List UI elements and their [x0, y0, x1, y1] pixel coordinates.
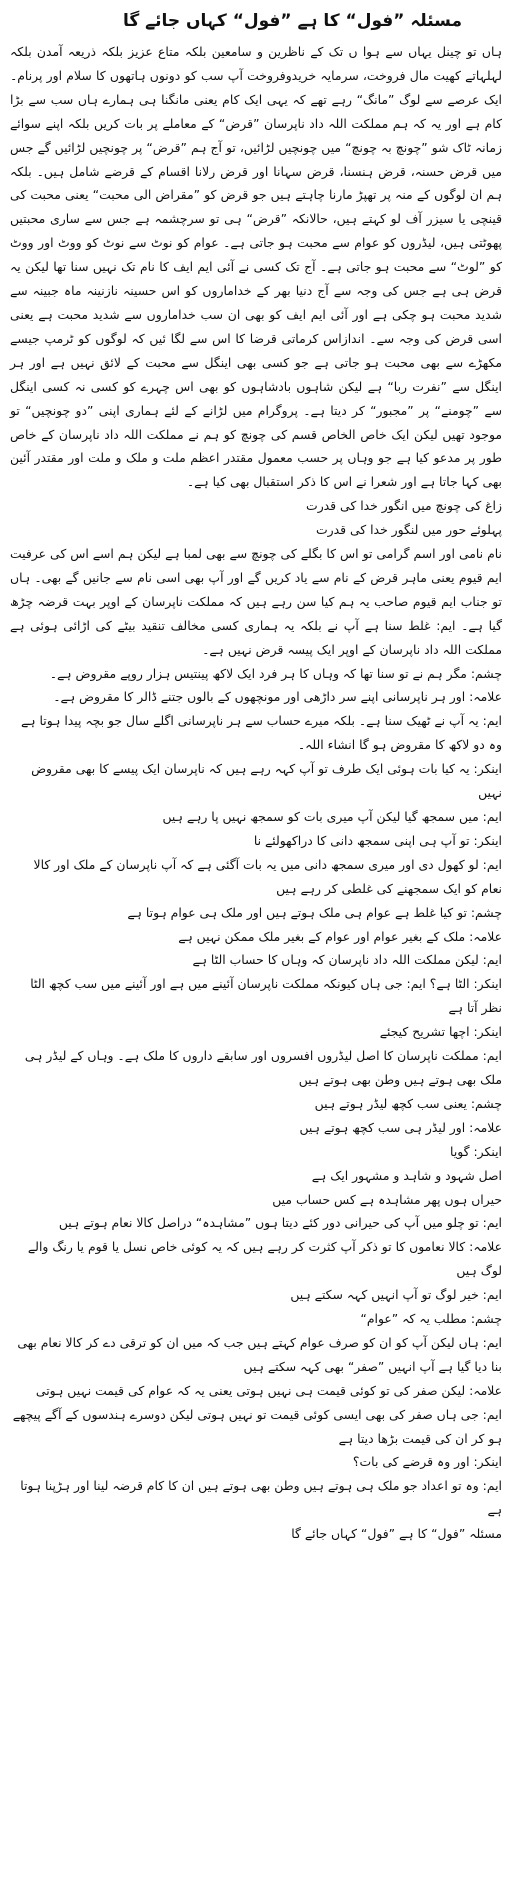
guest-paragraph: نام نامی اور اسم گرامی تو اس کا بگلے کی چونچ سے بھی لمبا ہے لیکن ہم اسے اس کی عرفیت ایم قیوم یعنی ماہر قرض کے نام سے یاد کریں گے اور آپ بھی اسی نام سے جانیں گے بھی۔ ہاں تو جناب ایم قیوم صاحب یہ ہم کیا سن رہے ہیں کہ مملکت ناپرسان کے اوپر بہت قرضہ چڑھ گیا ہے۔ ایم: غلط سنا ہے آپ نے بلکہ یہ ہماری کسی مخالف تنقید بیٹے کی اڑائی ہوئی ہے مملکت اللہ داد ناپرسان کے اوپر ایک پیسہ قرض نہیں ہے۔ — [10, 546, 502, 657]
article-title: مسئلہ ”فول“ کا ہے ”فول“ کہاں جائے گا — [122, 11, 462, 31]
dialogue-line: ایم: یہ آپ نے ٹھیک سنا ہے۔ بلکہ میرے حساب سے ہر ناپرسانی اگلے سال جو بچہ پیدا ہوتا ہے وہ دو لاکھ کا مقروض ہو گا انشاء اللہ۔ — [21, 713, 502, 753]
closing-line: مسئلہ ”فول“ کا ہے ”فول“ کہاں جائے گا — [291, 1526, 502, 1542]
dialogue-line: ایم: جی ہاں صفر کی بھی ایسی کوئی قیمت تو نہیں ہوتی لیکن دوسرے ہندسوں کے آگے پیچھے ہو کر ان کی قیمت بڑھا دیتا ہے — [12, 1406, 502, 1446]
verse-line: زاغ کی چونچ میں انگور خدا کی قدرت — [306, 498, 502, 514]
dialogue-line: ایم: ہاں لیکن آپ کو ان کو صرف عوام کہتے ہیں جب کہ میں ان کو ترقی دے کر کالا نعام بھی بنا دیا گیا ہے آپ انہیں ”صفر“ بھی کہہ سکتے ہیں — [17, 1334, 502, 1374]
dialogue-line: چشم: مطلب یہ کہ ”عوام“ — [360, 1311, 502, 1327]
dialogue-line: حیراں ہوں پھر مشاہدہ ہے کس حساب میں — [272, 1191, 502, 1207]
dialogue-line: چشم: تو کیا غلط ہے عوام ہی ملک ہوتے ہیں اور ملک ہی عوام ہوتا ہے — [127, 904, 502, 920]
dialogue-line: اینکر: اچھا تشریح کیجئے — [379, 1024, 502, 1040]
dialogue-line: ایم: وہ تو اعداد جو ملک ہی ہوتے ہیں وطن بھی ہوتے ہیں ان کا کام قرضہ لینا اور ہڑپنا ہوتا ہے — [20, 1478, 502, 1518]
article-intro — [10, 40, 502, 494]
dialogue-line: ایم: میں سمجھ گیا لیکن آپ میری بات کو سمجھ نہیں پا رہے ہیں — [162, 809, 502, 824]
dialogue-line: ایم: خیر لوگ تو آپ انہیں کہہ سکتے ہیں — [290, 1287, 502, 1303]
dialogue-line: چشم: مگر ہم نے تو سنا تھا کہ وہاں کا ہر فرد ایک لاکھ پینتیس ہزار روپے مقروض ہے۔ — [49, 665, 502, 681]
dialogue-block — [10, 662, 502, 1523]
dialogue-line: ایم: تو چلو میں آپ کی حیرانی دور کئے دیتا ہوں ”مشاہدہ“ دراصل کالا نعام ہوتے ہیں — [58, 1215, 502, 1231]
dialogue-line: چشم: یعنی سب کچھ لیڈر ہوتے ہیں — [314, 1095, 502, 1111]
dialogue-line: علامہ: لیکن صفر کی تو کوئی قیمت ہی نہیں ہوتی یعنی یہ کہ عوام کی قیمت نہیں ہوتی — [35, 1382, 502, 1398]
dialogue-line: اینکر: یہ کیا بات ہوئی ایک طرف تو آپ کہہ رہے ہیں کہ ناپرسان ایک پیسے کا بھی مقروض نہیں — [31, 761, 502, 801]
dialogue-line: ایم: مملکت ناپرسان کا اصل لیڈروں افسروں اور سابقے داروں کا ملک ہے۔ وہاں کے لیڈر ہی ملک بھی ہوتے ہیں وطن بھی ہوتے ہیں — [24, 1048, 502, 1087]
dialogue-line: ایم: لیکن مملکت اللہ داد ناپرسان کہ وہاں کا حساب الٹا ہے — [192, 952, 502, 968]
dialogue-line: اینکر: گویا — [450, 1143, 502, 1159]
dialogue-line: ایم: لو کھول دی اور میری سمجھ دانی میں یہ بات آگئی ہے کہ آپ ناپرسان کے ملک اور کالا نعام کو ایک سمجھنے کی غلطی کر رہے ہیں — [33, 856, 502, 896]
intro-paragraph: ہاں تو چینل یہاں سے ہوا ں تک کے ناظرین و سامعین بلکہ متاع عزیز بلکہ ذریعہ آمدن بلکہ لہلہاتے کھیت مال فروخت، سرمایہ خریدوفروخت آپ سب کو دونوں ہاتھوں کا سلام اور پرنام۔ ایک عرصے سے لوگ ”مانگ“ رہے تھے کہ یہی ایک کام یعنی مانگنا ہی ہمارے ہاں سب سے بڑا کام ہے اور یہ کہ ہم مملکت اللہ داد ناپرسان ”قرض“ کے معاملے پر بات کریں بلکہ اپنے سوائے زمانہ ٹاک شو ”چونچ بہ چونچ“ میں چونچیں لڑائیں، تو آج ہم ”قرض“ پر چونچیں لڑائیں گے جس میں قرض حسنہ، قرض ہنسنا، قرض سہانا اور قرض رلانا اقسام کے قرضے شامل ہیں۔ بلکہ ہم ان لوگوں کے منہ پر تھپڑ مارنا چاہتے ہیں جو قرض کو ”مقراض الی محبت“ یعنی محبت کی قینچی یا سیزر آف لو کہتے ہیں، حالانکہ ”قرض“ ہی تو سرچشمہ ہے جس سے ساری محبتیں پھوٹتی ہیں، لیڈروں کو عوام سے محبت ہو جاتی ہے۔ عوام کو نوٹ سے نوٹ کو ووٹ اور ووٹ کو ”لوٹ“ سے محبت ہو جاتی ہے۔ آج تک کسی نے آئی ایم ایف کا نام تک نہیں سنا تھا لیکن یہ قرض ہی ہے جس کی وجہ سے آج دنیا بھر کے خداماروں کو اس حسینہ نازنینہ ماہ جبینہ سے شدید محبت ہو چکی ہے اور آئی ایم ایف کو بھی ان سب خداماروں سے شدید محبت ہے یعنی اسی قرض کی وجہ سے۔ اندازاس کرماتی قرضا کا اس سے لگا ئیں کہ لوگوں کو ٹرمپ جیسے مکھڑے سے بھی محبت ہو جاتی ہے جو کسی بھی اینگل سے محبت کے لائق نہیں ہے اور ہر اینگل سے ”نفرت ربا“ ہے لیکن شاہوں بادشاہوں کو بھی اس چہرے کو کسی نہ کسی اینگل سے ”چومنے“ پر ”مجبور“ کر دیتا ہے۔ پروگرام میں لڑانے کے لئے ہماری اپنی ”دو چونچیں“ تو موجود تھیں لیکن ایک خاص الخاص قسم کی چونچ کو ہم نے مملکت اللہ داد ناپرسان کے خاص طور پر مدعو کیا ہے جو وہاں پر حسب معمول مقتدر اعظم ملت و ملک و ملت اور مقتدر آئین بھی کہا جاتا ہے اور شعرا نے اس کا ذکر استقبال بھی کیا ہے۔ — [10, 44, 502, 490]
dialogue-line: اینکر: تو آپ ہی اپنی سمجھ دانی کا دراکھولئے نا — [253, 832, 502, 848]
verse-block — [10, 494, 502, 542]
dialogue-line: علامہ: اور لیڈر ہی سب کچھ ہوتے ہیں — [299, 1119, 502, 1135]
dialogue-line: علامہ: اور ہر ناپرسانی اپنے سر داڑھی اور مونچھوں کے بالوں جتنے ڈالر کا مقروض ہے۔ — [53, 689, 502, 705]
dialogue-line: اینکر: الٹا ہے؟ ایم: جی ہاں کیونکہ مملکت ناپرسان آئینے میں ہے اور آئینے میں سب کچھ الٹا نظر آتا ہے — [30, 976, 502, 1016]
verse-line: پہلوئے حور میں لنگور خدا کی قدرت — [315, 522, 502, 538]
dialogue-line: علامہ: ملک کے بغیر عوام اور عوام کے بغیر ملک ممکن نہیں ہے — [178, 928, 502, 944]
guest-introduction — [10, 542, 502, 662]
dialogue-line: علامہ: کالا نعاموں کا تو ذکر آپ کثرت کر رہے ہیں کہ یہ کوئی خاص نسل یا قوم یا رنگ والے لوگ ہیں — [27, 1239, 502, 1279]
dialogue-line: اینکر: اور وہ قرضے کی بات؟ — [352, 1454, 502, 1470]
dialogue-line: اصل شہود و شاہد و مشہور ایک ہے — [311, 1167, 502, 1183]
